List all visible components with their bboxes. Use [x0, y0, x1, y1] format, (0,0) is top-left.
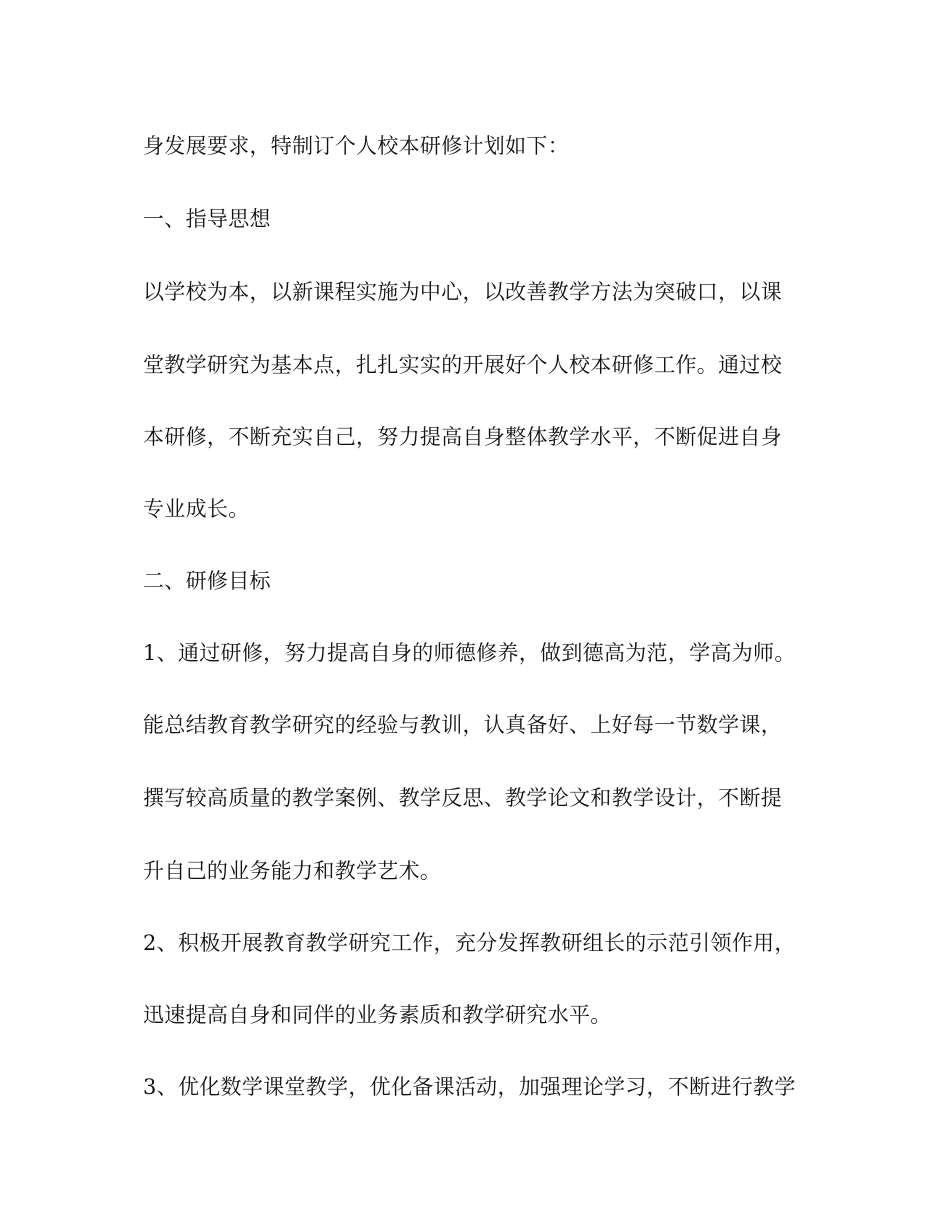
text-line: 能总结教育教学研究的经验与教训，认真备好、上好每一节数学课， [143, 713, 782, 737]
text-line: 3、优化数学课堂教学，优化备课活动，加强理论学习，不断进行教学 [143, 1075, 796, 1099]
text-line: 堂教学研究为基本点，扎扎实实的开展好个人校本研修工作。通过校 [143, 353, 782, 377]
text-line: 升自己的业务能力和教学艺术。 [143, 859, 442, 883]
text-line: 身发展要求，特制订个人校本研修计划如下： [143, 134, 569, 158]
text-line: 撰写较高质量的教学案例、教学反思、教学论文和教学设计，不断提 [143, 786, 782, 810]
text-line: 本研修，不断充实自己，努力提高自身整体教学水平，不断促进自身 [143, 425, 782, 449]
text-line: 专业成长。 [143, 497, 250, 521]
section-heading: 二、研修目标 [143, 569, 271, 593]
text-line: 1、通过研修，努力提高自身的师德修养，做到德高为范，学高为师。 [143, 641, 796, 665]
section-heading: 一、指导思想 [143, 207, 271, 231]
text-line: 2、积极开展教育教学研究工作，充分发挥教研组长的示范引领作用， [143, 931, 796, 955]
text-line: 迅速提高自身和同伴的业务素质和教学研究水平。 [143, 1003, 612, 1027]
text-line: 以学校为本，以新课程实施为中心，以改善教学方法为突破口，以课 [143, 280, 782, 304]
